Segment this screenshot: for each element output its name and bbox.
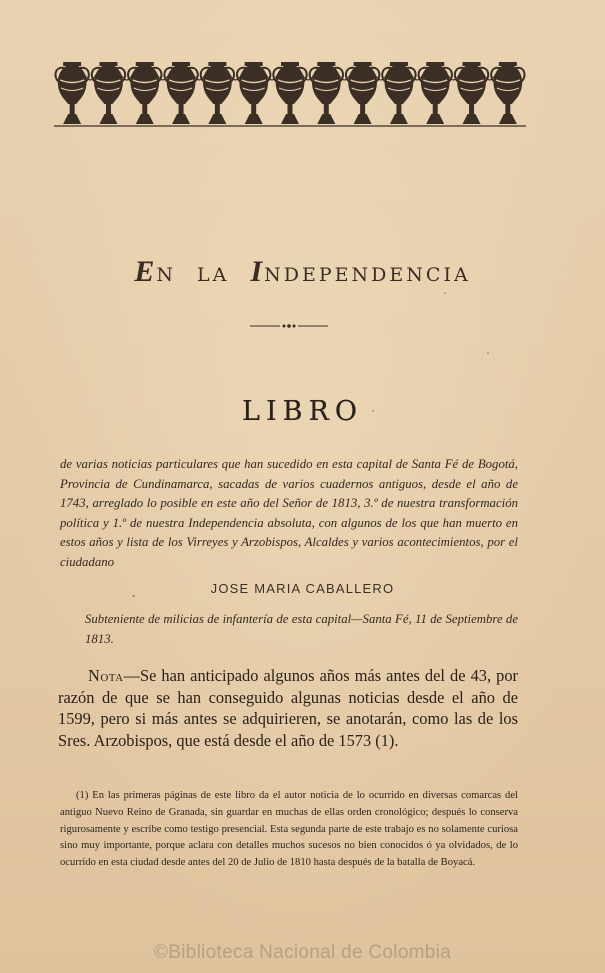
nota-label: Nota — [88, 666, 124, 685]
amphora-icon — [346, 62, 387, 124]
heading-initial-i: I — [250, 255, 265, 288]
paper-speck — [132, 595, 135, 597]
heading-word-la: LA — [197, 264, 230, 286]
footnote: (1) En las primeras páginas de este libro da el autor noticia de lo ocurrido en diversas comarcas del antiguo Nuevo Reino de Granada, sin guardar en muchas de ellas orden cronológico; después lo conserva rigurosamente y escribe como testigo presencial. Esta segunda parte de este trabajo es no solamente curiosa sino muy importante, porque aclara con detalles muchos sucesos no bien conocidos ó ya olvidados, de lo ocurrido en esta ciudad desde antes del 20 de Julio de 1810 hasta después de la batalla de Boyacá. — [60, 790, 518, 869]
ornamental-divider — [250, 323, 328, 329]
heading-initial-e: E — [134, 255, 157, 288]
heading-word-independencia-rest: NDEPENDENCIA — [264, 264, 471, 286]
amphora-icon — [310, 62, 351, 124]
author-name: JOSE MARIA CABALLERO — [210, 581, 395, 596]
amphora-icon — [419, 62, 460, 124]
nota-paragraph — [58, 665, 518, 751]
amphora-icon — [237, 62, 278, 124]
book-description: de varias noticias particulares que han sucedido en esta capital de Santa Fé de Bogotá, Provincia de Cundinamarca, sacadas de varios cuadernos antiguos, desde el año de 1743, arreglado lo posible en este año del Señor de 1813, 3.º de nuestra transformación política y 1.º de nuestra Independencia absoluta, con algunos de los que han muerto en estos años y lista de los Virreyes y Arzobispos, Alcaldes y varios acontecimientos, por el ciudadano — [60, 457, 518, 569]
nota-text: —Se han anticipado algunos años más antes del de 43, por razón de que se han conseguido algunas noticias desde el año de 1599, pero si más antes se adquirieren, se anotarán, como las de los Sres. Arzobispos, que está desde el año de 1573 (1). — [58, 666, 518, 750]
paper-speck — [487, 352, 489, 354]
paper-speck — [372, 410, 374, 412]
author-rank-and-date: Subteniente de milicias de infantería de esta capital—Santa Fé, 11 de Septiembre de 1813. — [85, 612, 518, 646]
amphora-icon — [382, 62, 423, 124]
amphora-icon — [55, 62, 96, 124]
amphora-icon — [491, 62, 524, 124]
amphora-icon — [273, 62, 314, 124]
paper-speck — [444, 292, 446, 294]
amphora-icon — [128, 62, 169, 124]
amphora-icon — [164, 62, 205, 124]
book-title: LIBRO — [242, 396, 363, 427]
library-watermark: ©Biblioteca Nacional de Colombia — [153, 942, 452, 963]
amphora-ornament-band — [54, 58, 526, 130]
amphora-icon — [455, 62, 496, 124]
heading-word-en-rest: N — [156, 264, 176, 286]
amphora-icon — [92, 62, 133, 124]
amphora-icon — [201, 62, 242, 124]
chapter-heading — [0, 255, 605, 289]
